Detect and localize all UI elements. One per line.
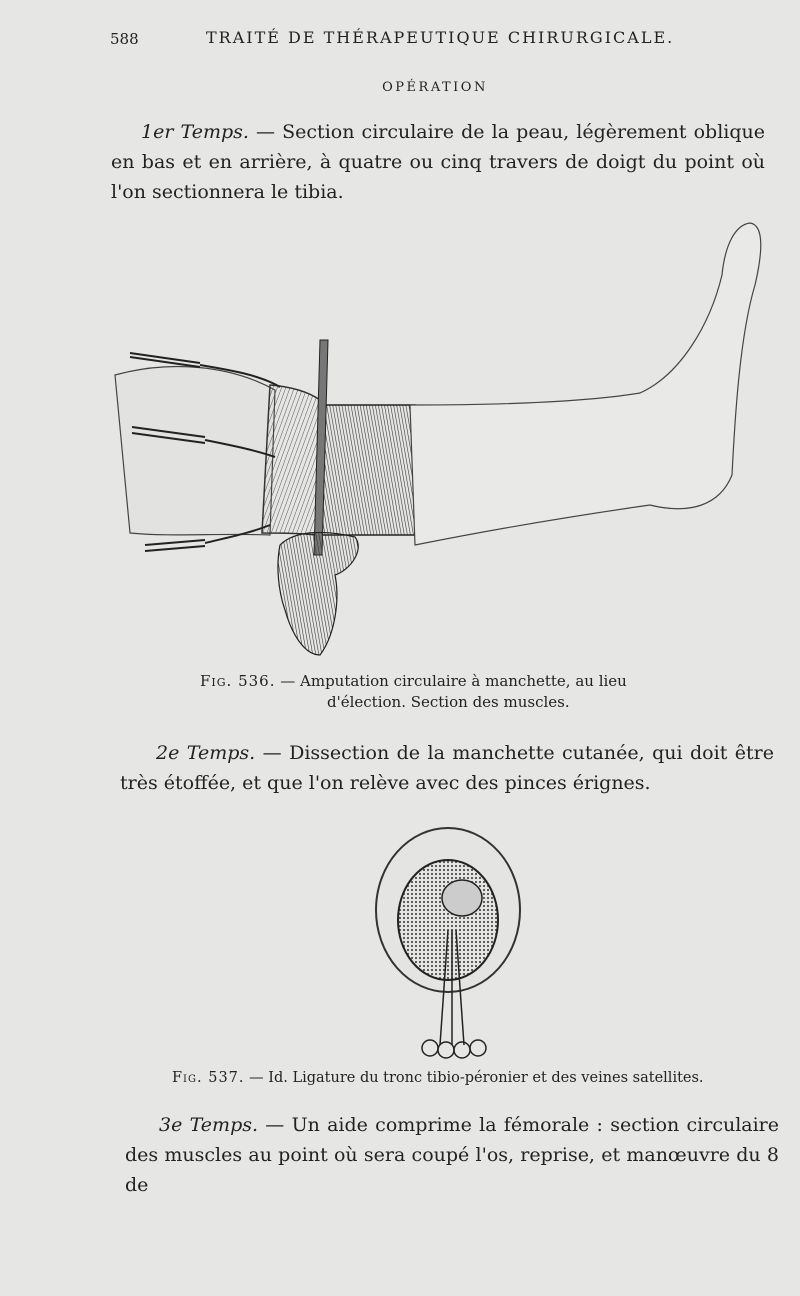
figure-label: Fig. 537. bbox=[172, 1070, 245, 1086]
step-label: 3e Temps. bbox=[159, 1114, 259, 1136]
step-text: — Dissection de la manchette cutanée, qui doit être très étoffée, et que l'on relève avec des pinces érignes. bbox=[120, 742, 774, 794]
page-header bbox=[110, 28, 710, 52]
figure-537-caption bbox=[172, 1068, 772, 1089]
step-label: 1er Temps. bbox=[141, 121, 249, 143]
page-number: 588 bbox=[110, 30, 139, 48]
caption-text: — Amputation circulaire à manchette, au lieu bbox=[275, 672, 627, 690]
figure-536-caption bbox=[200, 671, 720, 713]
figure-536-illustration bbox=[110, 215, 770, 665]
caption-text: — Id. Ligature du tronc tibio-péronier et des veines satellites. bbox=[244, 1070, 704, 1086]
step-text: — Section circulaire de la peau, légèrement oblique en bas et en arrière, à quatre ou cinq travers de doigt du point où l'on sectionnera le tibia. bbox=[111, 121, 765, 203]
paragraph-step-2 bbox=[120, 738, 774, 798]
step-text: — Un aide comprime la fémorale : section circulaire des muscles au point où sera coupé l'os, reprise, et manœuvre du 8 de bbox=[125, 1114, 780, 1196]
step-label: 2e Temps. bbox=[156, 742, 256, 764]
caption-text-line2: d'élection. Section des muscles. bbox=[327, 693, 570, 711]
running-title: TRAITÉ DE THÉRAPEUTIQUE CHIRURGICALE. bbox=[206, 28, 675, 47]
figure-537-illustration bbox=[370, 820, 530, 1060]
paragraph-step-3 bbox=[125, 1110, 779, 1200]
figure-label: Fig. 536. bbox=[200, 672, 276, 690]
paragraph-step-1 bbox=[111, 117, 765, 207]
section-heading: OPÉRATION bbox=[382, 80, 488, 95]
